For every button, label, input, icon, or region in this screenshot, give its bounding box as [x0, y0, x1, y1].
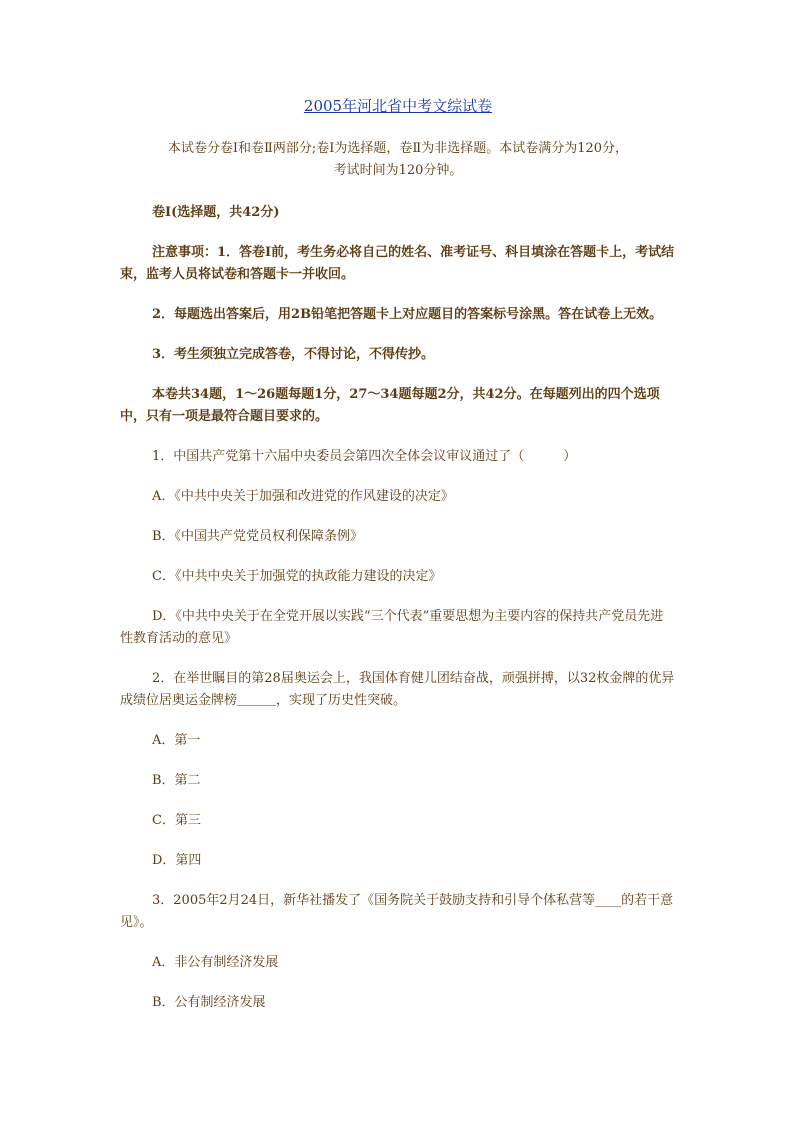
question-2-option-b: B．第二 [152, 773, 201, 788]
question-1-option-b: B．《中国共产党党员权利保障条例》 [152, 529, 364, 544]
question-1-option-c: C．《中共中央关于加强党的执政能力建设的决定》 [152, 569, 442, 584]
question-1-option-d: D．《中共中央关于在全党开展以实践“三个代表”重要思想为主要内容的保持共产党员先进性教育活动的意见》 [120, 609, 664, 646]
section-instruction: 本卷共34题，1～26题每题1分，27～34题每题2分，共42分。在每题列出的四个选项中，只有一项是最符合题目要求的。 [120, 387, 660, 424]
question-2-stem: 2．在举世瞩目的第28届奥运会上，我国体育健儿团结奋战，顽强拼搏，以32枚金牌的优异成绩位居奥运金牌榜＿＿＿，实现了历史性突破。 [120, 671, 675, 708]
notice-item-3: 3．考生须独立完成答卷，不得讨论，不得传抄。 [152, 347, 435, 362]
intro-line-1: 本试卷分卷Ⅰ和卷Ⅱ两部分;卷Ⅰ为选择题，卷Ⅱ为非选择题。本试卷满分为120分， [167, 141, 629, 156]
exam-intro [120, 138, 676, 182]
question-3-option-a: A．非公有制经济发展 [152, 955, 279, 970]
question-3-option-b: B．公有制经济发展 [152, 995, 266, 1010]
question-1-option-a: A．《中共中央关于加强和改进党的作风建设的决定》 [152, 489, 454, 504]
question-1-stem: 1．中国共产党第十六届中央委员会第四次全体会议审议通过了（ ） [152, 449, 577, 464]
section-heading: 卷Ⅰ(选择题，共42分) [152, 205, 280, 220]
intro-line-2: 考试时间为120分钟。 [333, 163, 463, 178]
document-body [120, 96, 676, 1032]
notice-item-2: 2．每题选出答案后，用2B铅笔把答题卡上对应题目的答案标号涂黑。答在试卷上无效。 [152, 307, 663, 322]
question-2-option-c: C．第三 [152, 813, 201, 828]
question-2-option-d: D．第四 [152, 853, 202, 868]
question-2-option-a: A．第一 [152, 733, 201, 748]
document-title-link[interactable]: 2005年河北省中考文综试卷 [303, 97, 493, 115]
question-3-stem: 3．2005年2月24日，新华社播发了《国务院关于鼓励支持和引导个体私营等____的若干意见》。 [120, 893, 674, 930]
notice-item-1: 注意事项：1．答卷Ⅰ前，考生务必将自己的姓名、准考证号、科目填涂在答题卡上，考试结束，监考人员将试卷和答题卡一并收回。 [120, 245, 675, 282]
